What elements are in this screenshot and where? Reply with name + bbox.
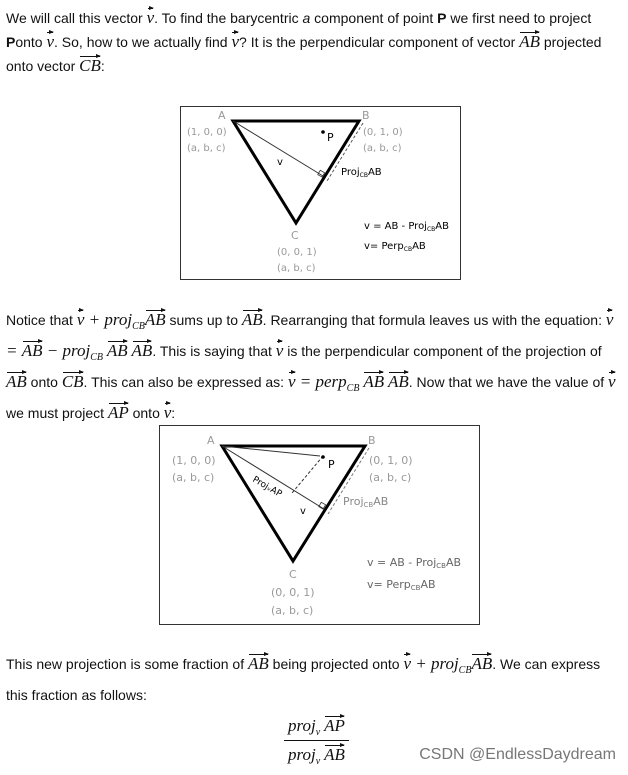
text: v= Perp	[364, 241, 404, 252]
coords-b-abc: (a, b, c)	[363, 143, 402, 154]
coords-b-abc: (a, b, c)	[369, 471, 412, 484]
label-proj-ap: ProjᵥAP	[250, 474, 284, 500]
text: proj	[288, 745, 316, 764]
triangle-diagram-1	[181, 107, 460, 279]
label-v: v	[300, 506, 306, 517]
text: . Rearranging that formula leaves us with the equation:	[262, 312, 606, 328]
text: . To find the barycentric	[154, 10, 303, 26]
text: AB	[367, 167, 382, 178]
label-v: v	[277, 157, 283, 168]
label-a: A	[218, 109, 226, 122]
text: v	[315, 727, 321, 738]
vector-ab: AB	[471, 654, 493, 673]
text: . This can also be expressed as:	[83, 374, 288, 390]
vector-v: v	[287, 372, 296, 391]
text: CB	[346, 383, 360, 394]
text: + proj	[84, 310, 133, 329]
svg-text:v = AB - ProjCBAB	[367, 556, 461, 570]
coords-b: (0, 1, 0)	[369, 454, 413, 467]
text: sums up to	[165, 312, 242, 328]
text: being projected onto	[268, 656, 404, 672]
text: AB	[373, 495, 389, 508]
text: v = AB - Proj	[367, 556, 437, 569]
text: AB	[445, 556, 462, 569]
text: . So, how to we actually find	[54, 34, 232, 50]
text: v= Perp	[367, 578, 411, 591]
figure-2	[159, 425, 480, 625]
text: We will call this vector	[6, 10, 147, 26]
text: + proj	[410, 654, 459, 673]
coords-a: (1, 0, 0)	[187, 127, 227, 138]
text: onto	[26, 374, 62, 390]
text: . This is saying that	[152, 343, 276, 359]
vector-v: v	[76, 310, 85, 329]
text: onto	[15, 34, 47, 50]
paragraph-2	[6, 308, 622, 425]
coords-a-abc: (a, b, c)	[172, 471, 215, 484]
coords-b: (0, 1, 0)	[363, 127, 403, 138]
coords-c-abc: (a, b, c)	[277, 263, 316, 274]
text: P	[437, 10, 447, 26]
svg-text:v= PerpCBAB	[367, 578, 436, 592]
svg-text:v = AB - ProjCBAB	[364, 221, 449, 233]
vector-v: v	[163, 403, 172, 422]
paragraph-3	[6, 652, 622, 707]
text: CB	[132, 321, 145, 332]
svg-text:v= PerpCBAB	[364, 241, 426, 253]
text: v = AB - Proj	[364, 221, 427, 232]
vector-v: v	[275, 341, 284, 360]
text: :	[171, 405, 176, 421]
text: AB	[435, 221, 449, 232]
text: onto	[128, 405, 164, 421]
figure-1	[180, 106, 461, 280]
triangle-diagram-2	[160, 426, 479, 624]
paragraph-1	[6, 6, 622, 78]
label-c: C	[291, 229, 299, 242]
vector-ab: AB	[324, 745, 345, 764]
vector-ab: AB	[6, 372, 27, 391]
text: projected onto vector	[6, 34, 602, 74]
text: AB	[412, 241, 426, 252]
text: CB	[436, 562, 446, 570]
text: CB	[426, 226, 436, 233]
text: . We can express this fraction as follows:	[6, 656, 601, 703]
vector-ab: AB	[241, 310, 263, 329]
vector-ab: AB	[144, 310, 166, 329]
text: AB	[420, 578, 436, 591]
vector-ab: AB	[388, 372, 409, 391]
coords-c: (0, 0, 1)	[271, 586, 315, 599]
label-p: P	[328, 458, 335, 471]
text: = perp	[295, 372, 347, 391]
text: CB	[458, 665, 472, 676]
text: P	[6, 34, 16, 50]
text: − proj	[42, 341, 91, 360]
vector-ap: AP	[324, 716, 345, 735]
watermark: CSDN @EndlessDaydream	[419, 746, 616, 763]
vector-ab: AB	[248, 654, 269, 673]
vector-ab: AB	[519, 32, 540, 51]
text: we first need to project	[446, 10, 592, 26]
vector-ab: AB	[363, 372, 385, 391]
text: is the perpendicular component of the projection of	[283, 343, 602, 359]
text: Proj	[341, 167, 360, 178]
coords-a-abc: (a, b, c)	[187, 143, 226, 154]
coords-c-abc: (a, b, c)	[271, 604, 314, 617]
vector-v: v	[403, 654, 411, 673]
text: =	[6, 341, 22, 360]
vector-v: v	[608, 372, 616, 391]
vector-cb: CB	[79, 56, 101, 75]
vector-v: v	[146, 8, 155, 27]
vector-ap: AP	[107, 403, 129, 422]
vector-ab: AB	[131, 341, 153, 360]
vector-v: v	[231, 32, 240, 51]
label-c: C	[289, 568, 297, 581]
text: proj	[288, 716, 316, 735]
label-a: A	[207, 434, 215, 447]
label-b: B	[362, 109, 370, 122]
fraction-formula	[284, 712, 349, 769]
text: This new projection is some fraction of	[6, 656, 248, 672]
text: . Now that we have the value of	[408, 374, 609, 390]
vector-v: v	[46, 32, 55, 51]
text: CB	[90, 352, 103, 363]
text: CB	[363, 501, 374, 509]
text: we must project	[6, 405, 108, 421]
text: CB	[403, 246, 413, 253]
svg-text:ProjCBAB	[343, 495, 388, 509]
vector-cb: CB	[61, 372, 84, 391]
coords-a: (1, 0, 0)	[172, 454, 216, 467]
coords-c: (0, 0, 1)	[277, 247, 317, 258]
text: v	[315, 756, 321, 767]
text: component of point	[310, 10, 438, 26]
text: ? It is the perpendicular component of vector	[239, 34, 520, 50]
vector-ab: AB	[21, 341, 43, 360]
vector-ab: AB	[106, 341, 128, 360]
text: CB	[410, 584, 421, 592]
text: Proj	[343, 495, 364, 508]
text: :	[100, 58, 105, 74]
text: a	[302, 10, 311, 26]
svg-text:ProjCBAB	[341, 167, 382, 179]
text: CB	[359, 172, 368, 179]
label-p: P	[327, 131, 334, 144]
text: Notice that	[6, 312, 77, 328]
label-b: B	[368, 434, 376, 447]
vector-v: v	[605, 310, 614, 329]
